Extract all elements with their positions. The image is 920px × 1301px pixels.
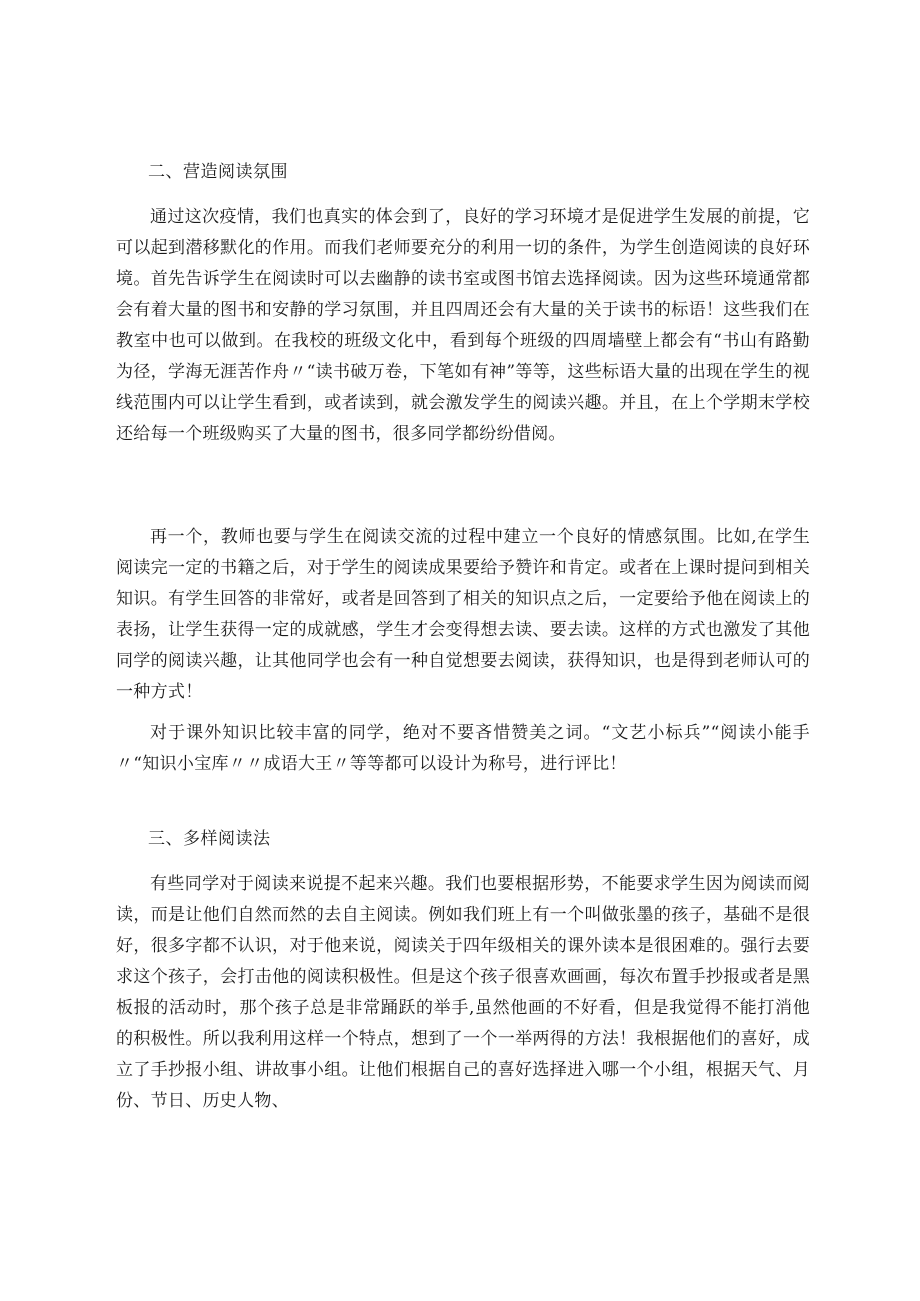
section-heading-atmosphere: 二、营造阅读氛围 <box>148 162 288 182</box>
paragraph-praise-titles: 对于课外知识比较丰富的同学，绝对不要吝惜赞美之词。“文艺小标兵”“阅读小能手〃“知识小宝库〃〃成语大王〃等等都可以设计为称号，进行评比！ <box>116 723 810 774</box>
paragraph-reading-methods: 有些同学对于阅读来说提不起来兴趣。我们也要根据形势，不能要求学生因为阅读而阅读，而是让他们自然而然的去自主阅读。例如我们班上有一个叫做张墨的孩子，基础不是很好，很多字都不认识，对于他来说，阅读关于四年级相关的课外读本是很困难的。强行去要求这个孩子，会打击他的阅读积极性。但是这个孩子很喜欢画画，每次布置手抄报或者是黑板报的活动时，那个孩子总是非常踊跃的举手,虽然他画的不好看，但是我觉得不能打消他的积极性。所以我利用这样一个特点，想到了一个一举两得的方法！我根据他们的喜好，成立了手抄报小组、讲故事小组。让他们根据自己的喜好选择进入哪一个小组，根据天气、月份、节日、历史人物、 <box>116 874 810 1111</box>
paragraph-emotional-atmosphere: 再一个，教师也要与学生在阅读交流的过程中建立一个良好的情感氛围。比如,在学生阅读完一定的书籍之后，对于学生的阅读成果要给予赞许和肯定。或者在上课时提问到相关知识。有学生回答的非常好，或者是回答到了相关的知识点之后，一定要给予他在阅读上的表扬，让学生获得一定的成就感，学生才会变得想去读、要去读。这样的方式也激发了其他同学的阅读兴趣，让其他同学也会有一种自觉想要去阅读，获得知识，也是得到老师认可的一种方式！ <box>116 527 810 702</box>
paragraph-environment: 通过这次疫情，我们也真实的体会到了，良好的学习环境才是促进学生发展的前提，它可以起到潜移默化的作用。而我们老师要充分的利用一切的条件，为学生创造阅读的良好环境。首先告诉学生在阅读时可以去幽静的读书室或图书馆去选择阅读。因为这些环境通常都会有着大量的图书和安静的学习氛围，并且四周还会有大量的关于读书的标语！这些我们在教室中也可以做到。在我校的班级文化中，看到每个班级的四周墙壁上都会有“书山有路勤为径，学海无涯苦作舟〃“读书破万卷，下笔如有神”等等，这些标语大量的出现在学生的视线范围内可以让学生看到，或者读到，就会激发学生的阅读兴趣。并且，在上个学期末学校还给每一个班级购买了大量的图书，很多同学都纷纷借阅。 <box>116 207 810 444</box>
section-heading-reading-methods: 三、多样阅读法 <box>148 829 271 849</box>
